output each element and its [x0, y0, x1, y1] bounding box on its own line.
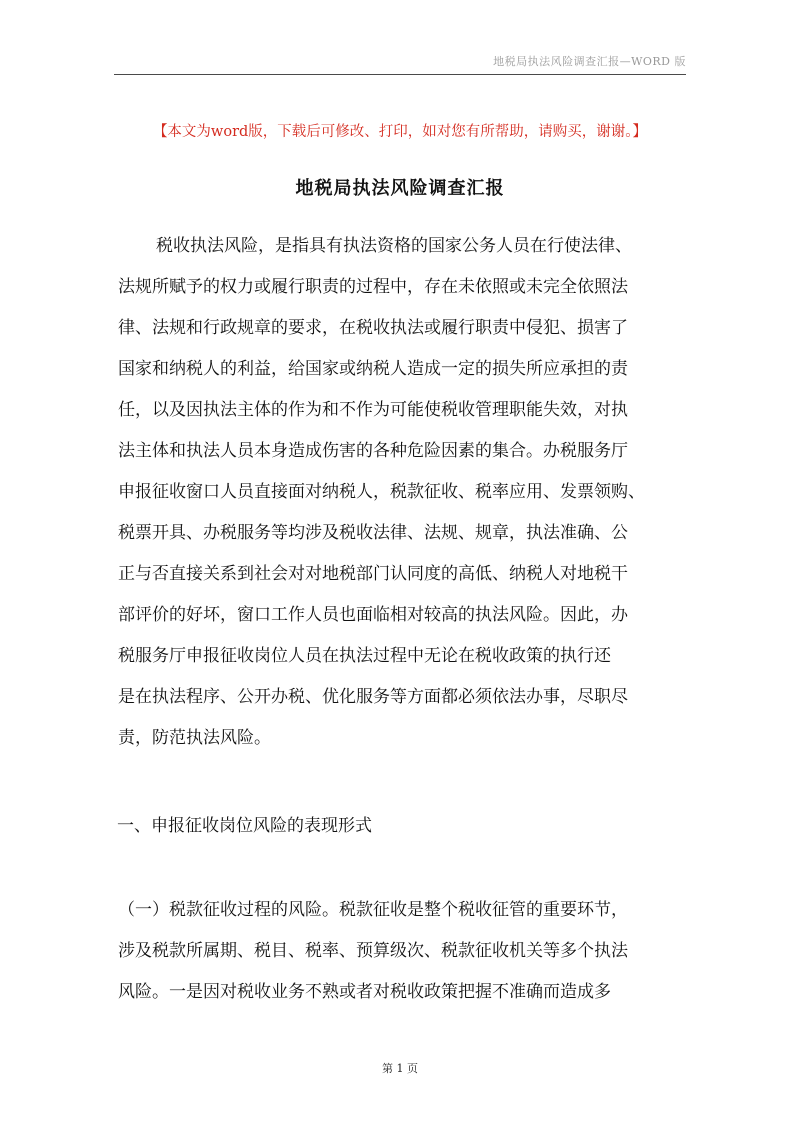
paragraph-line: 是在执法程序、公开办税、优化服务等方面都必须依法办事，尽职尽	[118, 687, 628, 707]
paragraph-line: 律、法规和行政规章的要求，在税收执法或履行职责中侵犯、损害了	[118, 318, 628, 338]
paragraph-line: 涉及税款所属期、税目、税率、预算级次、税款征收机关等多个执法	[118, 941, 628, 961]
paragraph-line: 申报征收窗口人员直接面对纳税人，税款征收、税率应用、发票领购、	[118, 482, 645, 502]
paragraph-line: 税服务厅申报征收岗位人员在执法过程中无论在税收政策的执行还	[118, 646, 611, 666]
paragraph-line: 风险。一是因对税收业务不熟或者对税收政策把握不准确而造成多	[118, 982, 611, 1002]
paragraph-line: 税票开具、办税服务等均涉及税收法律、法规、规章，执法准确、公	[118, 523, 628, 543]
paragraph-line: 正与否直接关系到社会对对地税部门认同度的高低、纳税人对地税干	[118, 564, 628, 584]
paragraph-line: 法规所赋予的权力或履行职责的过程中，存在未依照或未完全依照法	[118, 277, 628, 297]
paragraph-line: （一）税款征收过程的风险。税款征收是整个税收征管的重要环节，	[118, 900, 628, 920]
paragraph-line: 责，防范执法风险。	[118, 728, 271, 748]
paragraph-line: 法主体和执法人员本身造成伤害的各种危险因素的集合。办税服务厅	[118, 441, 628, 461]
paragraph-line: 部评价的好坏，窗口工作人员也面临相对较高的执法风险。因此，办	[118, 605, 628, 625]
header-divider	[114, 74, 686, 75]
paragraph-line: 任，以及因执法主体的作为和不作为可能使税收管理职能失效，对执	[118, 400, 628, 420]
section-heading: 一、申报征收岗位风险的表现形式	[117, 816, 372, 836]
purchase-notice: 【本文为word版，下载后可修改、打印，如对您有所帮助，请购买，谢谢。】	[152, 124, 648, 140]
page-number: 第 1 页	[382, 1062, 418, 1075]
paragraph-line: 税收执法风险，是指具有执法资格的国家公务人员在行使法律、	[156, 236, 632, 256]
document-title: 地税局执法风险调查汇报	[295, 178, 505, 199]
running-header: 地税局执法风险调查汇报—WORD 版	[493, 55, 686, 68]
paragraph-line: 国家和纳税人的利益，给国家或纳税人造成一定的损失所应承担的责	[118, 359, 628, 379]
